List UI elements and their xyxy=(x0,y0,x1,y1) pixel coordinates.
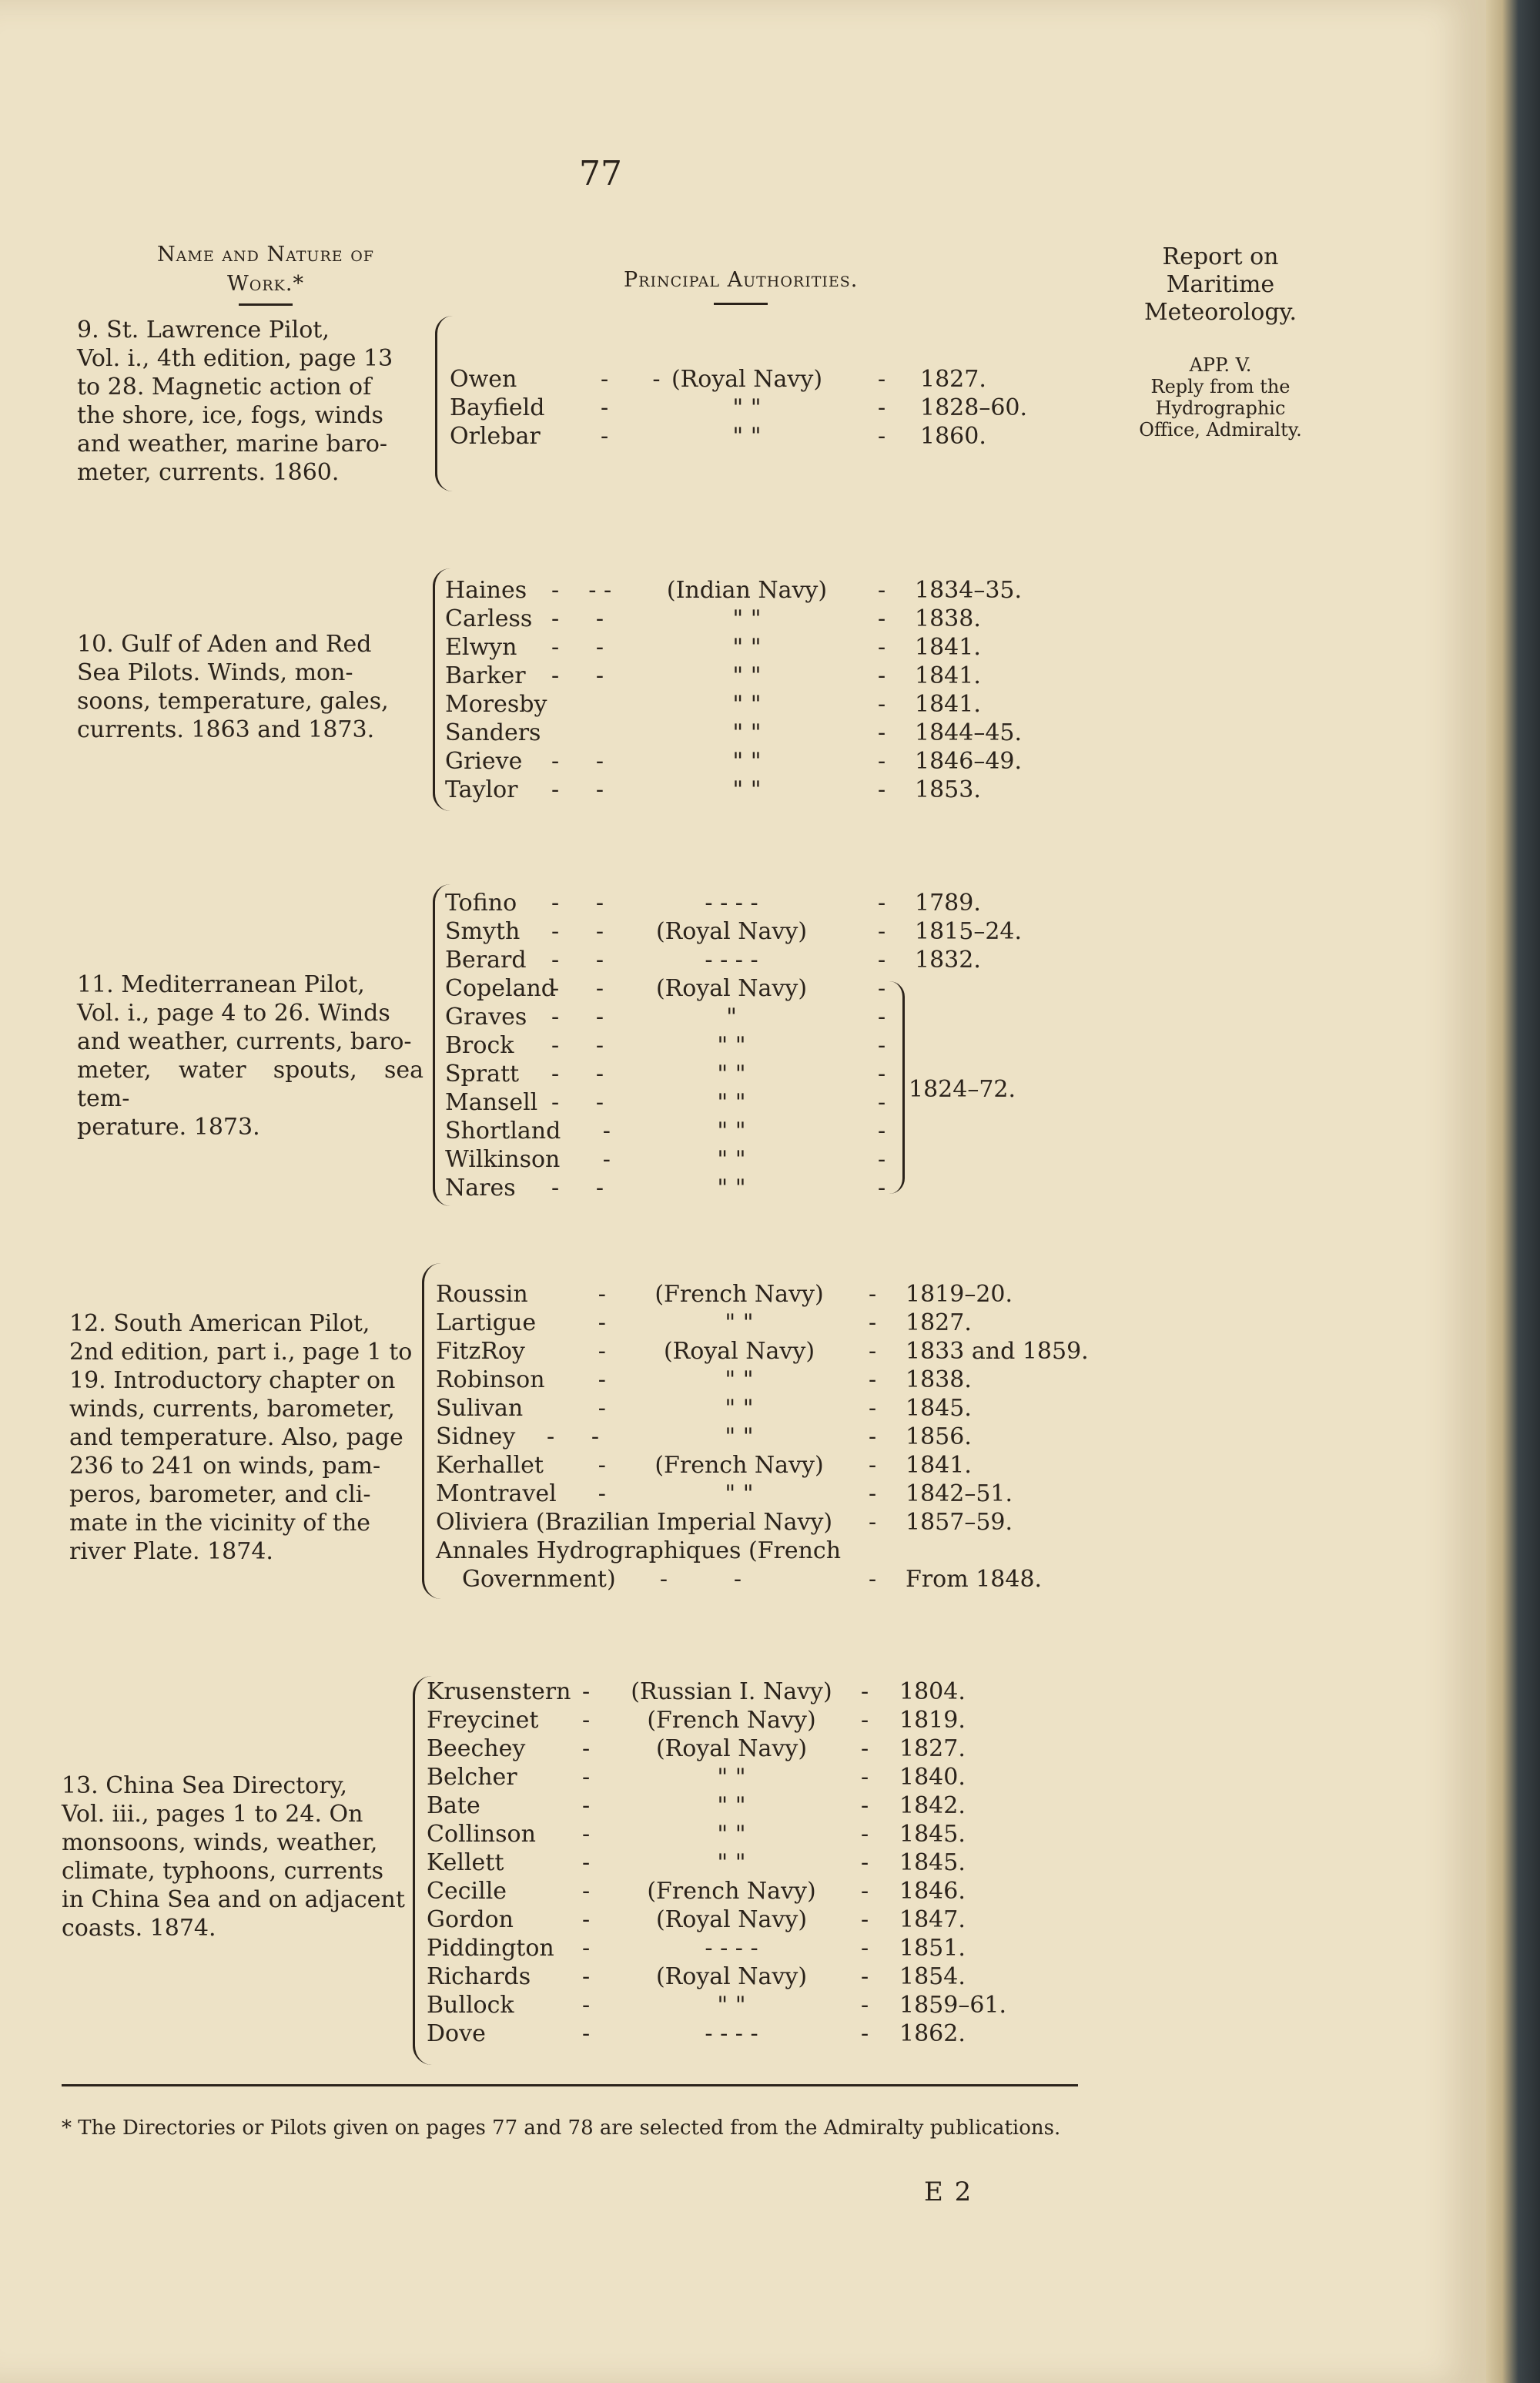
authority-name: Bullock xyxy=(427,1992,514,2019)
authority-year: 1857–59. xyxy=(906,1509,1013,1536)
authority-year: 1854. xyxy=(899,1963,966,1990)
authority-year: 1840. xyxy=(899,1764,966,1791)
authority-affiliation: " " xyxy=(732,776,762,803)
column-header-name-line1: Name and Nature of xyxy=(157,243,374,266)
authority-affiliation: " " xyxy=(717,1849,746,1876)
dash-column: - - - - - - - - - - - - - xyxy=(861,1678,869,2047)
margin-appendix xyxy=(1109,354,1332,441)
authority-years xyxy=(920,365,1027,451)
authority-affiliation: - - - - xyxy=(705,890,758,917)
authority-name: Berard xyxy=(445,947,527,974)
entry-line: 236 to 241 on winds, pam- xyxy=(69,1453,381,1480)
authority-name: Belcher xyxy=(427,1764,517,1791)
authority-name: Piddington xyxy=(427,1935,554,1962)
authority-name-text: Government) xyxy=(462,1566,616,1593)
authority-name: Montravel xyxy=(436,1480,557,1507)
authority-years xyxy=(915,889,1022,974)
authority-name: Spratt xyxy=(445,1061,520,1088)
authority-year: 1842–51. xyxy=(906,1480,1013,1507)
authority-affiliation: " xyxy=(726,1004,737,1031)
authority-affiliation: " " xyxy=(725,1395,754,1422)
authority-affiliation: (Royal Navy) xyxy=(655,1963,808,1990)
entry-line: climate, typhoons, currents xyxy=(62,1858,383,1885)
authority-name: Cecille xyxy=(427,1878,507,1905)
authority-affiliation: - - - - xyxy=(705,2020,758,2047)
margin-note-line: Report on xyxy=(1162,243,1279,270)
authority-names xyxy=(445,576,547,804)
entry-line: and temperature. Also, page xyxy=(69,1424,403,1451)
authority-affiliation: " " xyxy=(717,1821,746,1848)
dash-column: - - - - - - - - - - xyxy=(869,1281,877,1593)
authority-affiliation: " " xyxy=(717,1089,746,1116)
authority-affiliations xyxy=(647,365,847,451)
entry-line: 12. South American Pilot, xyxy=(69,1310,370,1337)
entry-line: 9. St. Lawrence Pilot, xyxy=(77,317,330,344)
dash-column: - - - - - - - - - xyxy=(547,1281,606,1507)
entry-line: Vol. i., page 4 to 26. Winds xyxy=(77,1000,390,1027)
authority-year: 1789. xyxy=(915,890,981,917)
authority-year: 1841. xyxy=(906,1452,972,1479)
margin-note-line: Maritime xyxy=(1166,271,1275,298)
entry-line: winds, currents, barometer, xyxy=(69,1396,395,1423)
authority-affiliation: " " xyxy=(732,394,762,421)
entry-line: Vol. i., 4th edition, page 13 xyxy=(77,345,393,372)
authority-affiliation: - - - - xyxy=(705,1935,758,1962)
entry-line: to 28. Magnetic action of xyxy=(77,374,372,401)
authority-years xyxy=(915,576,1022,804)
authority-name: Beechey xyxy=(427,1735,526,1762)
authority-names xyxy=(427,1677,571,2048)
authority-years xyxy=(906,1280,1089,1594)
authority-year: 1833 and 1859. xyxy=(906,1338,1089,1365)
authority-year: 1828–60. xyxy=(920,394,1028,421)
margin-appendix-line: APP. V. xyxy=(1189,354,1252,376)
authority-name: Roussin xyxy=(436,1281,528,1308)
authority-name: Sidney xyxy=(436,1423,516,1450)
authority-affiliation: " " xyxy=(732,423,762,450)
authority-name: Moresby xyxy=(445,691,547,718)
dash-column: - - - xyxy=(878,366,886,450)
authority-year: 1827. xyxy=(906,1309,972,1336)
authority-year: 1845. xyxy=(899,1849,966,1876)
authority-name: Government) - - xyxy=(462,1566,742,1593)
authority-name: Haines xyxy=(445,577,527,604)
authority-name: Carless xyxy=(445,605,533,632)
dash-column: - - - - xyxy=(601,366,661,450)
authority-name: Owen xyxy=(450,366,517,393)
authority-affiliation: " " xyxy=(717,1146,746,1173)
entry-description xyxy=(69,1309,416,1566)
entry-line: coasts. 1874. xyxy=(62,1915,216,1942)
page-number: 77 xyxy=(579,154,622,193)
authority-affiliation: (French Navy) xyxy=(654,1281,824,1308)
authority-affiliation: " " xyxy=(725,1309,754,1336)
authority-name: Smyth xyxy=(445,918,521,945)
entry-description xyxy=(77,970,424,1141)
entry-line: mate in the vicinity of the xyxy=(69,1510,371,1537)
authority-names-extra xyxy=(436,1508,841,1594)
authority-year: 1827. xyxy=(920,366,986,393)
authority-year: 1827. xyxy=(899,1735,966,1762)
authority-year: 1851. xyxy=(899,1935,966,1962)
entry-line: currents. 1863 and 1873. xyxy=(77,716,375,743)
entry-description xyxy=(77,630,424,744)
authority-year: 1841. xyxy=(915,691,981,718)
authority-year: 1847. xyxy=(899,1906,966,1933)
authority-affiliation: " " xyxy=(717,1175,746,1202)
authority-affiliations xyxy=(616,1677,847,2048)
header-rule xyxy=(239,303,293,306)
authority-affiliation: " " xyxy=(725,1366,754,1393)
authority-year: 1859–61. xyxy=(899,1992,1007,2019)
authority-name: Barker xyxy=(445,662,526,689)
authority-names xyxy=(445,889,561,1202)
entry-line: 19. Introductory chapter on xyxy=(69,1367,396,1394)
footnote: * The Directories or Pilots given on pages 77 and 78 are selected from the Admiralty publications. xyxy=(62,2117,1061,2140)
authority-name: Graves xyxy=(445,1004,527,1031)
entry-line: 13. China Sea Directory, xyxy=(62,1772,348,1799)
entry-line: the shore, ice, fogs, winds xyxy=(77,402,383,429)
authority-affiliation: (Royal Navy) xyxy=(655,975,808,1002)
dash-column: - - - - - - - - - - - xyxy=(878,890,886,1202)
column-header-name-line2: Work.* xyxy=(227,272,304,296)
authority-affiliation: (Royal Navy) xyxy=(655,1906,808,1933)
margin-appendix-line: Hydrographic xyxy=(1155,397,1286,419)
authority-name: Krusenstern xyxy=(427,1678,571,1705)
margin-appendix-line: Reply from the xyxy=(1150,376,1291,397)
authority-affiliations xyxy=(639,1280,839,1508)
entry-line: Vol. iii., pages 1 to 24. On xyxy=(62,1801,363,1828)
authority-names xyxy=(450,365,544,451)
authority-name: Nares xyxy=(445,1175,516,1202)
margin-note-line: Meteorology. xyxy=(1143,299,1297,326)
authority-affiliation: " " xyxy=(717,1061,746,1088)
authority-affiliation: " " xyxy=(717,1992,746,2019)
margin-appendix-line: Office, Admiralty. xyxy=(1139,419,1302,441)
signature-mark: E 2 xyxy=(924,2177,973,2207)
authority-name: Taylor xyxy=(445,776,518,803)
authority-year: 1838. xyxy=(906,1366,972,1393)
authority-affiliation: " " xyxy=(717,1118,746,1145)
authority-name: Bayfield xyxy=(450,394,545,421)
entry-line: 10. Gulf of Aden and Red xyxy=(77,631,372,658)
column-header-authorities xyxy=(624,268,858,305)
authority-year: 1846. xyxy=(899,1878,966,1905)
margin-note xyxy=(1109,243,1332,327)
authority-year: 1846–49. xyxy=(915,748,1023,775)
authority-year: 1819–20. xyxy=(906,1281,1013,1308)
authority-year: 1860. xyxy=(920,423,986,450)
authority-name: Tofino xyxy=(445,890,517,917)
authority-year: 1845. xyxy=(906,1395,972,1422)
entry-line: Sea Pilots. Winds, mon- xyxy=(77,659,353,686)
authority-affiliation: " " xyxy=(732,662,762,689)
authority-year: 1838. xyxy=(915,605,981,632)
authority-affiliation: (French Navy) xyxy=(654,1452,824,1479)
dash-column: - - - - - - - - xyxy=(878,577,886,803)
authority-year: 1834–35. xyxy=(915,577,1023,604)
authority-years xyxy=(899,1677,1006,2048)
authority-year: 1853. xyxy=(915,776,981,803)
entry-line: 11. Mediterranean Pilot, xyxy=(77,971,365,998)
authority-year: 1819. xyxy=(899,1707,966,1734)
authority-affiliation: (Royal Navy) xyxy=(663,1338,815,1365)
entry-line: 2nd edition, part i., page 1 to xyxy=(69,1339,413,1366)
authority-year: 1841. xyxy=(915,662,981,689)
authority-name: Wilkinson xyxy=(445,1146,561,1173)
authority-name: Robinson xyxy=(436,1366,545,1393)
dash-column: - - - - - - - - - - - - - - - - - - - - xyxy=(551,890,611,1202)
authority-affiliation: (Russian I. Navy) xyxy=(631,1678,832,1705)
authority-name: Brock xyxy=(445,1032,514,1059)
authority-affiliation: (Royal Navy) xyxy=(671,366,823,393)
dash-column: - - - - - - - - - - - - - xyxy=(582,1678,591,2047)
authority-year: From 1848. xyxy=(906,1566,1043,1593)
header-rule xyxy=(714,303,768,305)
authority-name: Sanders xyxy=(445,719,541,746)
authority-names xyxy=(436,1280,557,1508)
authority-year: 1815–24. xyxy=(915,918,1023,945)
authority-name: Copeland xyxy=(445,975,556,1002)
authority-name: Richards xyxy=(427,1963,531,1990)
authority-year: 1844–45. xyxy=(915,719,1023,746)
authority-name: Annales Hydrographiques (French xyxy=(436,1537,842,1564)
authority-year: 1804. xyxy=(899,1678,966,1705)
entry-line: meter, water spouts, sea tem- xyxy=(77,1057,424,1112)
authority-affiliation: " " xyxy=(732,748,762,775)
authority-name: Kellett xyxy=(427,1849,504,1876)
authority-name: Grieve xyxy=(445,748,523,775)
authority-name: Kerhallet xyxy=(436,1452,544,1479)
entry-line: in China Sea and on adjacent xyxy=(62,1886,405,1913)
right-brace xyxy=(887,981,905,1194)
authority-year: 1832. xyxy=(915,947,981,974)
column-header-authorities-text: Principal Authorities. xyxy=(624,268,859,292)
authority-name: Shortland xyxy=(445,1118,561,1145)
authority-affiliation: " " xyxy=(717,1764,746,1791)
entry-line: monsoons, winds, weather, xyxy=(62,1829,378,1856)
group-year: 1824–72. xyxy=(909,1076,1016,1103)
authority-affiliation: (French Navy) xyxy=(647,1878,816,1905)
authority-year: 1842. xyxy=(899,1792,966,1819)
authority-affiliations xyxy=(647,576,847,804)
authority-affiliation: " " xyxy=(717,1792,746,1819)
entry-line: river Plate. 1874. xyxy=(69,1538,273,1565)
authority-name: Elwyn xyxy=(445,634,517,661)
authority-name: Orlebar xyxy=(450,423,541,450)
authority-year: 1862. xyxy=(899,2020,966,2047)
entry-description xyxy=(62,1771,408,1942)
authority-affiliation: " " xyxy=(717,1032,746,1059)
authority-name: Freycinet xyxy=(427,1707,539,1734)
entry-line: and weather, currents, baro- xyxy=(77,1028,412,1055)
authority-affiliation: " " xyxy=(732,605,762,632)
authority-affiliation: (Royal Navy) xyxy=(655,918,808,945)
authority-name: Sulivan xyxy=(436,1395,524,1422)
authority-year: 1856. xyxy=(906,1423,972,1450)
authority-name: FitzRoy xyxy=(436,1338,525,1365)
authority-affiliation: " " xyxy=(725,1480,754,1507)
authority-affiliation: " " xyxy=(732,634,762,661)
footnote-rule xyxy=(62,2084,1078,2086)
authority-affiliations xyxy=(631,889,832,1202)
authority-name: Oliviera (Brazilian Imperial Navy) xyxy=(436,1509,833,1536)
authority-name: Lartigue xyxy=(436,1309,537,1336)
authority-affiliation: " " xyxy=(732,691,762,718)
book-spine xyxy=(1486,0,1540,2383)
entry-line: and weather, marine baro- xyxy=(77,431,388,457)
entry-line: perature. 1873. xyxy=(77,1114,260,1141)
authority-affiliation: " " xyxy=(725,1423,754,1450)
entry-description xyxy=(77,316,408,487)
authority-affiliation: - - - - xyxy=(705,947,758,974)
column-header-name xyxy=(116,240,416,306)
dash-column: - - - - - - - - - - - - - xyxy=(551,577,612,803)
authority-name: Bate xyxy=(427,1792,480,1819)
authority-name: Dove xyxy=(427,2020,486,2047)
authority-name: Collinson xyxy=(427,1821,536,1848)
authority-year: 1841. xyxy=(915,634,981,661)
authority-name: Mansell xyxy=(445,1089,538,1116)
authority-affiliation: (Indian Navy) xyxy=(666,577,828,604)
entry-line: peros, barometer, and cli- xyxy=(69,1481,371,1508)
authority-affiliation: " " xyxy=(732,719,762,746)
authority-affiliation: (French Navy) xyxy=(647,1707,816,1734)
entry-line: meter, currents. 1860. xyxy=(77,459,340,486)
authority-affiliation: (Royal Navy) xyxy=(655,1735,808,1762)
entry-line: soons, temperature, gales, xyxy=(77,688,389,715)
authority-name: Gordon xyxy=(427,1906,514,1933)
authority-year: 1845. xyxy=(899,1821,966,1848)
